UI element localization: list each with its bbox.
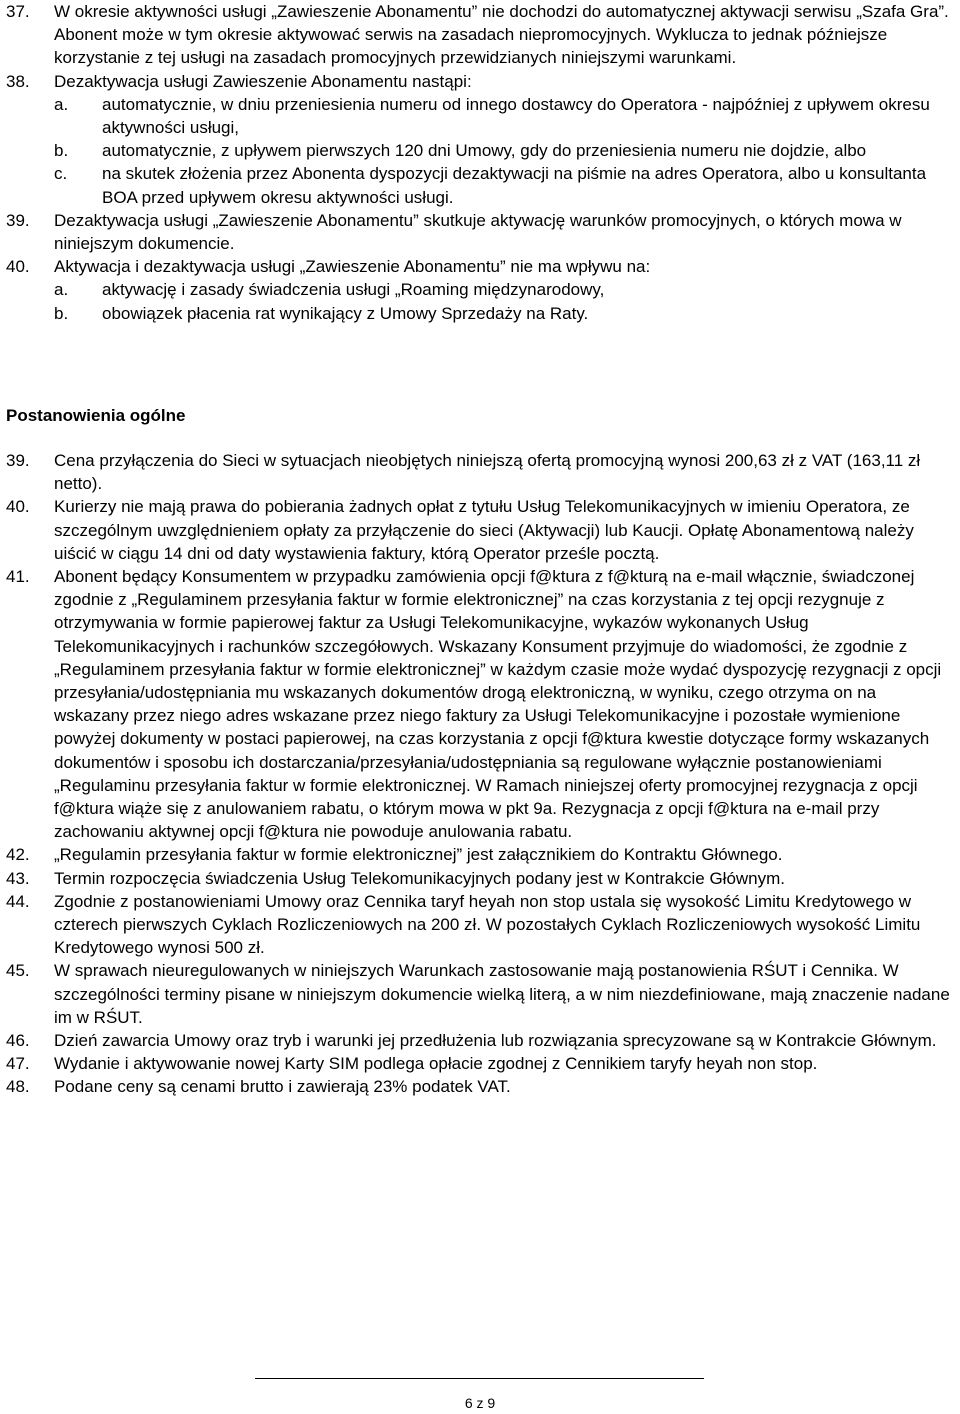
item-number: 47.	[6, 1054, 30, 1074]
section-promo-suspension	[6, 0, 954, 325]
sub-item-text: na skutek złożenia przez Abonenta dyspozycji dezaktywacji na piśmie na adres Operatora, albo u konsultanta BOA przed upływem okresu aktywności usługi.	[102, 164, 927, 207]
item-number: 37.	[6, 2, 30, 21]
item-text: Cena przyłączenia do Sieci w sytuacjach nieobjętych niniejszą ofertą promocyjną wynosi 200,63 zł z VAT (163,11 zł netto).	[54, 451, 921, 494]
item-text: „Regulamin przesyłania faktur w formie elektronicznej” jest załącznikiem do Kontraktu Głównego.	[54, 845, 783, 865]
item-number: 41.	[6, 567, 30, 587]
list-item	[6, 0, 954, 70]
sub-item-letter: b.	[54, 303, 69, 323]
list-item	[6, 867, 954, 890]
list-item	[6, 890, 954, 960]
section-heading: Postanowienia ogólne	[6, 406, 186, 425]
item-number: 39.	[6, 210, 30, 230]
sub-list-item	[54, 278, 954, 301]
sub-item-letter: c.	[54, 164, 68, 184]
sub-list-item	[54, 139, 954, 162]
sub-item-text: aktywację i zasady świadczenia usługi „Roaming międzynarodowy,	[102, 280, 605, 300]
sub-item-letter: a.	[54, 94, 69, 114]
item-text: Aktywacja i dezaktywacja usługi „Zawieszenie Abonamentu” nie ma wpływu na:	[54, 257, 651, 277]
item-number: 40.	[6, 497, 30, 517]
sub-list-item	[54, 162, 954, 208]
item-number: 38.	[6, 71, 30, 91]
footer-divider	[255, 1378, 704, 1379]
page-number: 6 z 9	[464, 1395, 496, 1411]
item-text: Zgodnie z postanowieniami Umowy oraz Cennika taryf heyah non stop ustala się wysokość Limitu Kredytowego w czterech pierwszych Cyklach Rozliczeniowych na 200 zł. W pozostałych Cyklach Rozliczeniowych wysokość Limitu Kredytowego wynosi 500 zł.	[54, 891, 921, 958]
section-general-provisions	[6, 449, 954, 1099]
item-number: 43.	[6, 868, 30, 888]
list-item	[6, 209, 954, 255]
list-item	[6, 959, 954, 1029]
item-number: 42.	[6, 845, 30, 865]
sub-list-item	[54, 302, 954, 325]
sub-item-text: obowiązek płacenia rat wynikający z Umowy Sprzedaży na Raty.	[102, 303, 589, 323]
sub-item-letter: a.	[54, 280, 69, 300]
list-item	[6, 495, 954, 565]
item-text: Abonent będący Konsumentem w przypadku zamówienia opcji f@ktura z f@kturą na e-mail włącznie, świadczonej zgodnie z „Regulaminem przesyłania faktur w formie elektronicznej” na czas korzystania z tej opcji rezygnuje z otrzymywania w formie papierowej faktur za Usługi Telekomunikacyjne, wykazów wykonanych Usług Telekomunikacyjnych i rachunków szczegółowych. Wskazany Konsument przyjmuje do wiadomości, że zgodnie z „Regulaminem przesyłania faktur w formie elektronicznej” w każdym czasie może wydać dyspozycję rezygnacji z opcji przesyłania/udostępniania mu wskazanych dokumentów drogą elektroniczną, w wyniku, czego otrzyma on na wskazany przez niego adres wskazane przez niego faktury za Usługi Telekomunikacyjne i pozostałe wymienione powyżej dokumenty w postaci papierowej, na czas korzystania z opcji f@ktura kwestie dotyczące formy wskazanych dokumentów i sposobu ich dostarczania/przesyłania/udostępniania są regulowane wyłącznie postanowieniami „Regulaminu przesyłania faktur w formie elektronicznej. W Ramach niniejszej oferty promocyjnej rezygnacja z opcji f@ktura wiąże się z anulowaniem rabatu, o którym mowa w pkt 9a. Rezygnacja z opcji f@ktura na e-mail przy zachowaniu aktywnej opcji f@ktura nie powoduje anulowania rabatu.	[54, 567, 942, 842]
list-item	[6, 449, 954, 495]
item-number: 45.	[6, 961, 30, 981]
item-number: 39.	[6, 451, 30, 470]
list-item	[6, 1075, 954, 1098]
item-text: Kurierzy nie mają prawa do pobierania żadnych opłat z tytułu Usług Telekomunikacyjnych w imieniu Operatora, ze szczególnym uwzględnieniem opłaty za przyłączenie do sieci (Aktywacji) lub Kaucji. Opłatę Abonamentową należy uiścić w ciągu 14 dni od daty wystawienia faktury, którą Operator prześle pocztą.	[54, 497, 914, 563]
list-item	[6, 1052, 954, 1075]
item-text: Dezaktywacja usługi „Zawieszenie Abonamentu” skutkuje aktywację warunków promocyjnych, o których mowa w niniejszym dokumencie.	[54, 210, 902, 254]
sub-item-letter: b.	[54, 141, 69, 161]
item-number: 40.	[6, 257, 30, 277]
sub-item-text: automatycznie, w dniu przeniesienia numeru od innego dostawcy do Operatora - najpóźniej z upływem okresu aktywności usługi,	[102, 94, 930, 138]
item-number: 46.	[6, 1031, 30, 1051]
item-text: Podane ceny są cenami brutto i zawierają 23% podatek VAT.	[54, 1077, 511, 1097]
list-item	[6, 843, 954, 866]
item-text: Termin rozpoczęcia świadczenia Usług Telekomunikacyjnych podany jest w Kontrakcie Głównym.	[54, 868, 786, 888]
list-item	[6, 1029, 954, 1052]
list-item	[6, 70, 954, 93]
item-text: W okresie aktywności usługi „Zawieszenie Abonamentu” nie dochodzi do automatycznej aktywacji serwisu „Szafa Gra”. Abonent może w tym okresie aktywować serwis na zasadach niepromocyjnych. Wyklucza to jednak późniejsze korzystanie z tej usługi na zasadach promocyjnych przewidzianych niniejszymi warunkami.	[54, 2, 949, 68]
item-text: W sprawach nieuregulowanych w niniejszych Warunkach zastosowanie mają postanowienia RŚUT i Cennika. W szczególności terminy pisane w niniejszym dokumencie wielką literą, a w nim niezdefiniowane, mają znaczenie nadane im w RŚUT.	[54, 961, 950, 1027]
item-number: 44.	[6, 891, 30, 911]
sub-list-item	[54, 93, 954, 139]
sub-item-text: automatycznie, z upływem pierwszych 120 dni Umowy, gdy do przeniesienia numeru nie dojdzie, albo	[102, 141, 867, 161]
item-text: Dzień zawarcia Umowy oraz tryb i warunki jej przedłużenia lub rozwiązania sprecyzowane są w Kontrakcie Głównym.	[54, 1031, 937, 1051]
item-text: Dezaktywacja usługi Zawieszenie Abonamentu nastąpi:	[54, 71, 472, 91]
list-item	[6, 255, 954, 278]
item-text: Wydanie i aktywowanie nowej Karty SIM podlega opłacie zgodnej z Cennikiem taryfy heyah non stop.	[54, 1054, 818, 1074]
item-number: 48.	[6, 1077, 30, 1097]
list-item	[6, 565, 954, 843]
